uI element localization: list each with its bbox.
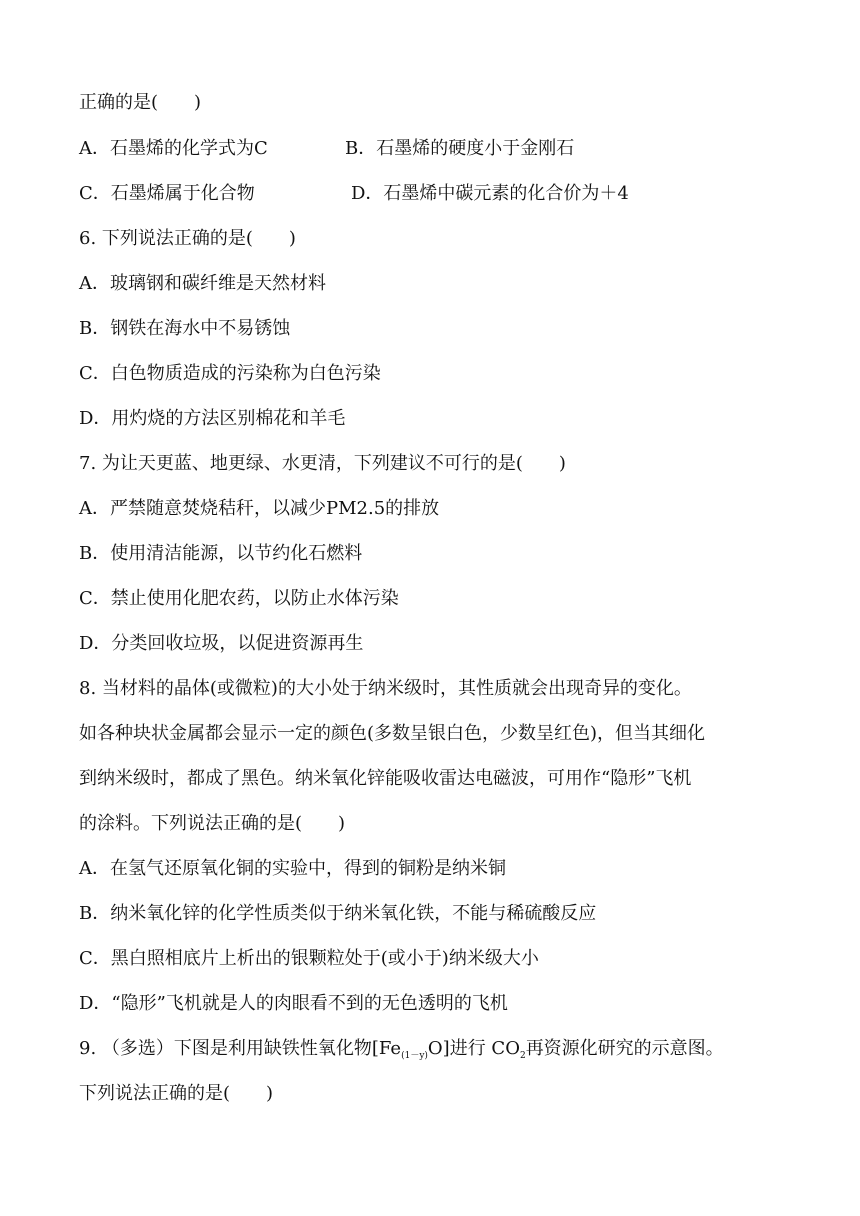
q5-option-b: B．石墨烯的硬度小于金刚石 [345, 138, 575, 159]
q8-stem-line-4: 的涂料。下列说法正确的是( ) [79, 813, 346, 834]
q8-stem-line-2: 如各种块状金属都会显示一定的颜色(多数呈银白色，少数呈红色)，但当其细化 [79, 723, 706, 744]
q6-option-c: C．白色物质造成的污染称为白色污染 [79, 363, 381, 384]
q9-stem-line-2: 下列说法正确的是( ) [79, 1083, 274, 1104]
q9-stem-part-2: O]进行 CO [427, 1038, 520, 1059]
q9-co2-subscript: 2 [519, 1051, 526, 1061]
q5-option-a: A．石墨烯的化学式为C [79, 138, 268, 159]
q5-option-c: C．石墨烯属于化合物 [79, 183, 255, 204]
q7-option-d: D．分类回收垃圾，以促进资源再生 [79, 633, 364, 654]
q9-stem-line-1 [79, 1036, 724, 1069]
q6-option-d: D．用灼烧的方法区别棉花和羊毛 [79, 408, 346, 429]
q8-option-a: A．在氢气还原氧化铜的实验中，得到的铜粉是纳米铜 [79, 858, 506, 879]
q5-options-row-2 [79, 181, 629, 207]
q7-option-c: C．禁止使用化肥农药，以防止水体污染 [79, 588, 399, 609]
q8-option-d: D．“隐形”飞机就是人的肉眼看不到的无色透明的飞机 [79, 993, 508, 1014]
q9-stem-part-3: 再资源化研究的示意图。 [525, 1038, 724, 1059]
q6-option-a: A．玻璃钢和碳纤维是天然材料 [79, 273, 326, 294]
q8-option-c: C．黑白照相底片上析出的银颗粒处于(或小于)纳米级大小 [79, 948, 539, 969]
q8-stem-line-3: 到纳米级时，都成了黑色。纳米氧化锌能吸收雷达电磁波，可用作“隐形”飞机 [79, 768, 692, 789]
q5-option-d: D．石墨烯中碳元素的化合价为＋4 [351, 183, 629, 204]
q9-stem-part-1: 9. （多选）下图是利用缺铁性氧化物[Fe [79, 1038, 402, 1059]
q6-stem: 6. 下列说法正确的是( ) [79, 228, 296, 249]
q7-option-b: B．使用清洁能源，以节约化石燃料 [79, 543, 363, 564]
q8-stem-line-1: 8. 当材料的晶体(或微粒)的大小处于纳米级时，其性质就会出现奇异的变化。 [79, 678, 692, 699]
q5-options-row-1 [79, 136, 575, 162]
q8-option-b: B．纳米氧化锌的化学性质类似于纳米氧化铁，不能与稀硫酸反应 [79, 903, 597, 924]
q7-option-a: A．严禁随意焚烧秸秆，以减少PM2.5的排放 [79, 498, 440, 519]
q9-fe-subscript: (1－y) [401, 1051, 428, 1061]
q6-option-b: B．钢铁在海水中不易锈蚀 [79, 318, 291, 339]
q7-stem: 7. 为让天更蓝、地更绿、水更清，下列建议不可行的是( ) [79, 453, 566, 474]
q5-stem-end: 正确的是( ) [79, 92, 202, 113]
